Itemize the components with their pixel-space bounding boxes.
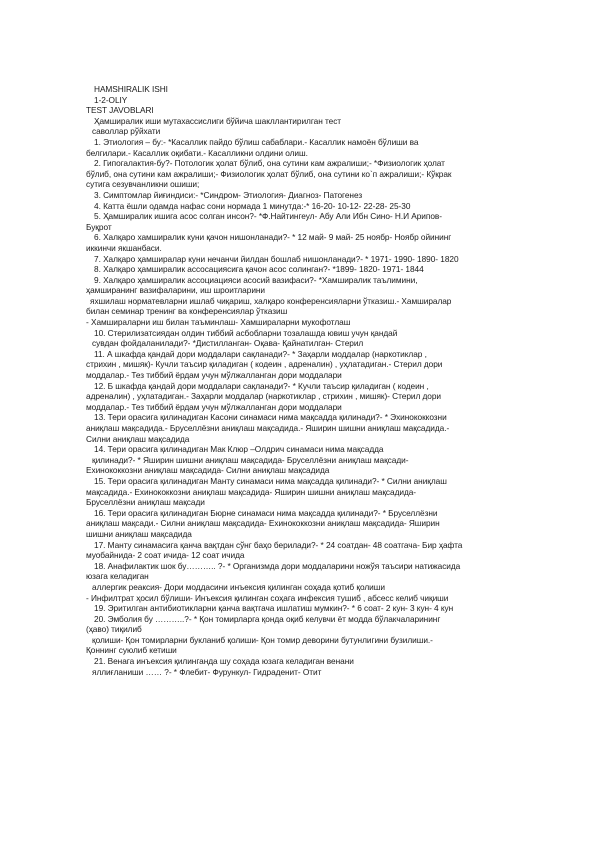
- question-list: [86, 137, 538, 677]
- text-line: 1. Этиология – бу:- *Касаллик пайдо бўлиш сабаблари.- Касаллик намоён бўлиши ва: [94, 136, 419, 147]
- text-line: сутига сезувчанликни ошиши;: [86, 179, 200, 190]
- text-line: юзага келадиган: [86, 571, 149, 582]
- text-line: яхшилаш норматевларни ишлаб чиқариш, халқаро конференсияларни ўтказиш.- Хамширалар: [90, 295, 452, 306]
- text-line: 5. Ҳамширалик ишига асос солган инсон?- *Ф.Найтингеул- Абу Али Ибн Сино- Н.И Арипов-: [94, 211, 442, 222]
- text-line: 12. Б шкафда қандай дори моддалари сақланади?- * Кучли таъсир қиладиган ( кодеин ,: [94, 380, 429, 391]
- header-title: HAMSHIRALIK ISHI: [94, 84, 168, 94]
- text-line: 9. Халқаро ҳамширалик ассоциацияси асосий вазифаси?- *Хамширалик таълимини,: [94, 274, 418, 285]
- text-line: яллиғланиши …… ?- * Флебит- Фурункул- Гидраденит- Отит: [92, 666, 322, 677]
- text-line: муобайнида- 2 соат ичида- 12 соат ичида: [86, 550, 245, 561]
- text-line: Силни аниқлаш мақсадида: [86, 433, 190, 444]
- text-line: 14. Тери орасига қилинадиган Мак Клюр –Олдрич синамаси нима мақсадда: [94, 444, 384, 455]
- text-line: стрихин , мишяк)- Кучли таъсир қиладиган ( кодеин , адреналин) , уҳлатадиган.- Стерил дори: [86, 359, 443, 370]
- text-line: шишни аниқлаш мақсадида: [86, 528, 192, 539]
- intro-line: Ҳамширалик иши мутахассислиги бўйича шакллантирилган тест: [94, 115, 342, 126]
- header-subtitle: 1-2-OLIY: [94, 94, 128, 105]
- text-line: 6. Халқаро хамширалик куни қачон нишонланади?- * 12 май- 9 май- 25 ноябр- Ноябр ойининг: [94, 232, 452, 243]
- text-line: 3. Симптомлар йиғиндиси:- *Синдром- Этиология- Диагноз- Патогенез: [94, 189, 363, 200]
- text-line: 16. Тери орасига қилинадиган Бюрне синамаси нима мақсадда қилинади?- * Бруселлёзни: [94, 507, 438, 518]
- text-line: адреналин) , уҳлатадиган.- Заҳарли моддалар (наркотиклар , стрихин , мишяк)- Стерил дори: [86, 391, 442, 402]
- text-line: аллергик реаксия- Дори моддасини инъексия қилинган соҳада қотиб қолиши: [92, 581, 385, 592]
- text-line: бўлиб, она сутини кам ажралиши;- Физиологик ҳолат бўлиб, она сутини ко`п ажралиши;- Кўкрак: [86, 168, 452, 179]
- text-line: 19. Эритилган антибиотикларни қанча вақтгача ишлатиш мумкин?- * 6 соат- 2 кун- 3 кун- 4 кун: [94, 603, 454, 614]
- text-line: белгилари.- Касаллик оқибати.- Касалликни олдини олиш.: [86, 147, 308, 158]
- text-line: 18. Анафилактик шок бу……….. ?- * Организмда дори моддаларини ножўя таъсири натижасида: [94, 560, 461, 571]
- text-line: - Хамшираларни иш билан таъминлаш- Хамшираларни мукофотлаш: [86, 317, 351, 328]
- text-line: мақсадида.- Ехинококкозни аниқлаш мақсадида- Яширин шишни аниқлаш мақсадида-: [86, 486, 417, 497]
- text-line: Ехинококкозни аниқлаш мақсадида- Силни аниқлаш мақсадида: [86, 465, 330, 476]
- text-line: 10. Стерилизатсиядан олдин тиббий асбобларни тозалашда ювиш учун қандай: [94, 327, 398, 338]
- text-line: аниқлаш мақсадида.- Бруселлёзни аниқлаш мақсадида.- Яширин шишни аниқлаш мақсадида.-: [86, 423, 450, 433]
- text-line: аниқлаш мақсади.- Силни аниқлаш мақсадида- Ехинококкозни аниқлаш мақсадида- Яширин: [86, 518, 440, 529]
- text-line: Бруселлёзни аниқлаш мақсади: [86, 497, 205, 508]
- text-line: моддалар.- Тез тиббий ёрдам учун мўлжалланган дори моддалари: [86, 370, 342, 381]
- text-line: 17. Манту синамасига қанча вақтдан сўнг баҳо берилади?- * 24 соатдан- 48 соатгача- Бир ҳафта: [94, 539, 463, 550]
- text-line: 4. Катта ёшли одамда нафас сони нормада 1 минутда:-* 16-20- 10-12- 22-28- 25-30: [94, 200, 411, 211]
- text-line: Буқрот: [86, 221, 112, 232]
- text-line: - Инфилтрат ҳосил бўлиши- Инъексия қилинган соҳага инфексия тушиб , абсесс келиб чиқиши: [86, 592, 449, 603]
- text-line: билан семинар тренинг ва конференсиялар ўтказиш: [86, 306, 288, 317]
- text-line: 7. Халқаро ҳамширалар куни нечанчи йилдан бошлаб нишонланади?- * 1971- 1990- 1890- 1820: [94, 253, 459, 264]
- text-line: 21. Венага инъексия қилинганда шу соҳада юзага келадиган венани: [94, 656, 354, 667]
- document-body: [86, 84, 538, 677]
- text-line: 15. Тери орасига қилинадиган Манту синамаси нима мақсадда қилинади?- * Силни аниқлаш: [94, 475, 447, 486]
- text-line: сувдан фойдаланилади?- *Дистилланган- Оқава- Қайнатилган- Стерил: [92, 338, 364, 349]
- text-line: қолиши- Қон томирларни букланиб қолиши- Қон томир деворини бутунлигини бузилиши.-: [92, 634, 433, 645]
- header-label: TEST JAVOBLARI: [86, 105, 154, 116]
- text-line: қилинади?- * Яширин шишни аниқлаш мақсадида- Бруселлёзни аниқлаш мақсади-: [92, 454, 409, 465]
- text-line: моддалар.- Тез тиббий ёрдам учун мўлжалланган дори моддалари: [86, 401, 342, 412]
- text-line: 11. А шкафда қандай дори моддалари сақланади?- * Заҳарли моддалар (наркотиклар ,: [94, 348, 427, 359]
- text-line: иккинчи якшанбаси.: [86, 242, 162, 253]
- text-line: 8. Халқаро ҳамширалик ассосациясига қачон асос солинган?- *1899- 1820- 1971- 1844: [94, 264, 424, 275]
- text-line: 20. Эмболия бу ………..?- * Қон томирларга қонда оқиб келувчи ёт модда бўлакчаларининг: [94, 613, 441, 624]
- text-line: (ҳаво) тиқилиб: [86, 624, 142, 635]
- text-line: 2. Гипогалактия-бу?- Потологик ҳолат бўлиб, она сутини кам ажралиши;- *Физиологик ҳолат: [94, 158, 445, 169]
- text-line: ҳамширанинг вазифаларини, иш шроитларини: [86, 285, 266, 296]
- text-line: 13. Тери орасига қилинадиган Касони синамаси нима мақсадда қилинади?- * Эхинококкозни: [94, 412, 447, 423]
- text-line: Қоннинг суюлиб кетиши: [86, 645, 177, 656]
- intro-line: саволлар рўйхати: [92, 126, 161, 137]
